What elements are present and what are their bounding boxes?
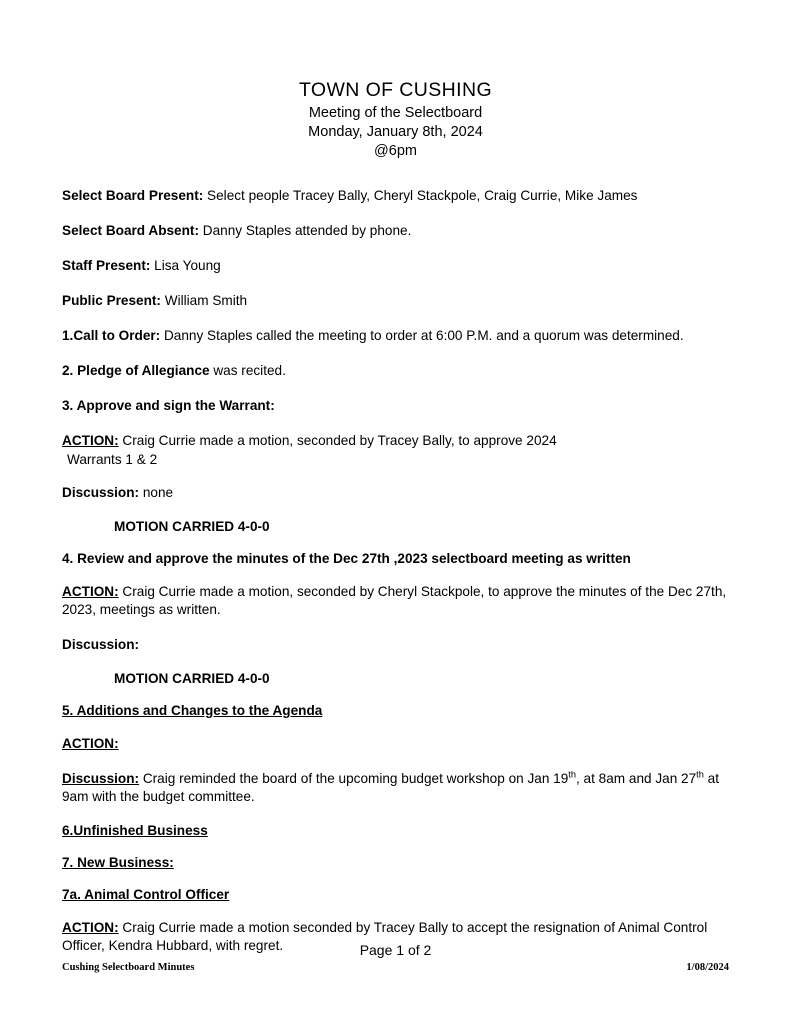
action-block-1 bbox=[62, 432, 729, 468]
staff-present-value: Lisa Young bbox=[150, 258, 221, 274]
action-1-second-line: Warrants 1 & 2 bbox=[67, 451, 158, 467]
discussion-3-text-part2: , at 8am and Jan 27 bbox=[576, 771, 697, 786]
call-to-order-value: Danny Staples called the meeting to order at 6:00 P.M. and a quorum was determined. bbox=[160, 328, 684, 344]
footer-right-date: 1/08/2024 bbox=[686, 962, 729, 973]
item-2-pledge-of-allegiance bbox=[62, 362, 729, 380]
item-4-heading: 4. Review and approve the minutes of the Dec 27th ,2023 selectboard meeting as written bbox=[62, 550, 631, 566]
select-board-absent-label: Select Board Absent: bbox=[62, 222, 199, 238]
discussion-3-sup-1: th bbox=[568, 769, 576, 780]
public-present-label: Public Present: bbox=[62, 293, 161, 309]
item-6-heading: 6.Unfinished Business bbox=[62, 823, 208, 839]
item-5-heading: 5. Additions and Changes to the Agenda bbox=[62, 702, 323, 718]
discussion-1-label: Discussion: bbox=[62, 484, 140, 500]
subtitle-line-3: @6pm bbox=[374, 143, 417, 160]
action-1-label: ACTION: bbox=[62, 433, 119, 449]
action-2-text: Craig Currie made a motion, seconded by Cheryl Stackpole, to approve the minutes of the Dec 27th, 2023, meetings as written. bbox=[62, 583, 727, 617]
discussion-3-sup-2: th bbox=[696, 769, 704, 780]
pledge-label: 2. Pledge of Allegiance bbox=[62, 363, 210, 379]
discussion-block-2 bbox=[62, 636, 729, 654]
staff-present-label: Staff Present: bbox=[62, 258, 151, 274]
action-4-text: Craig Currie made a motion seconded by Tracey Bally to accept the resignation of Animal Control Officer, Kendra Hubbard, with regret. bbox=[62, 920, 708, 954]
action-2-label: ACTION: bbox=[62, 583, 119, 599]
approve-warrant-label: 3. Approve and sign the Warrant: bbox=[62, 398, 275, 414]
subtitle-line-1: Meeting of the Selectboard bbox=[308, 105, 483, 122]
subtitle-line-2: Monday, January 8th, 2024 bbox=[308, 124, 483, 141]
select-board-present-value: Select people Tracey Bally, Cheryl Stackpole, Craig Currie, Mike James bbox=[203, 187, 638, 203]
motion-carried-1: MOTION CARRIED 4-0-0 bbox=[114, 518, 270, 534]
item-3-approve-warrant bbox=[62, 397, 729, 415]
item-1-call-to-order bbox=[62, 327, 729, 345]
page-title: TOWN OF CUSHING bbox=[298, 79, 493, 101]
action-block-3 bbox=[62, 735, 729, 753]
discussion-block-1 bbox=[62, 484, 729, 502]
action-4-label: ACTION: bbox=[62, 920, 119, 936]
action-1-text: Craig Currie made a motion, seconded by Tracey Bally, to approve 2024 bbox=[118, 433, 557, 449]
footer-left-text: Cushing Selectboard Minutes bbox=[62, 962, 195, 973]
attendance-staff-present bbox=[62, 257, 729, 275]
attendance-public-present bbox=[62, 292, 729, 310]
discussion-2-label: Discussion: bbox=[62, 636, 140, 652]
item-7a-heading: 7a. Animal Control Officer bbox=[62, 887, 230, 903]
document-header bbox=[62, 78, 729, 161]
discussion-1-text: none bbox=[139, 484, 174, 500]
page-number: Page 1 of 2 bbox=[359, 942, 432, 958]
public-present-value: William Smith bbox=[160, 293, 248, 309]
motion-carried-2: MOTION CARRIED 4-0-0 bbox=[114, 670, 270, 686]
action-3-label: ACTION: bbox=[62, 735, 119, 751]
discussion-3-label: Discussion: bbox=[62, 771, 140, 786]
select-board-present-label: Select Board Present: bbox=[62, 187, 204, 203]
select-board-absent-value: Danny Staples attended by phone. bbox=[198, 222, 412, 238]
discussion-3-text-part1: Craig reminded the board of the upcoming budget workshop on Jan 19 bbox=[139, 771, 569, 786]
pledge-value: was recited. bbox=[209, 363, 286, 379]
page-footer bbox=[62, 962, 729, 973]
call-to-order-label: 1.Call to Order: bbox=[62, 328, 161, 344]
attendance-select-board-present bbox=[62, 187, 729, 205]
attendance-select-board-absent bbox=[62, 222, 729, 240]
discussion-block-3 bbox=[62, 770, 729, 806]
action-block-2 bbox=[62, 583, 729, 619]
item-7-heading: 7. New Business: bbox=[62, 855, 174, 871]
discussion-3-text-part3: at 9am with the budget committee. bbox=[62, 771, 719, 805]
